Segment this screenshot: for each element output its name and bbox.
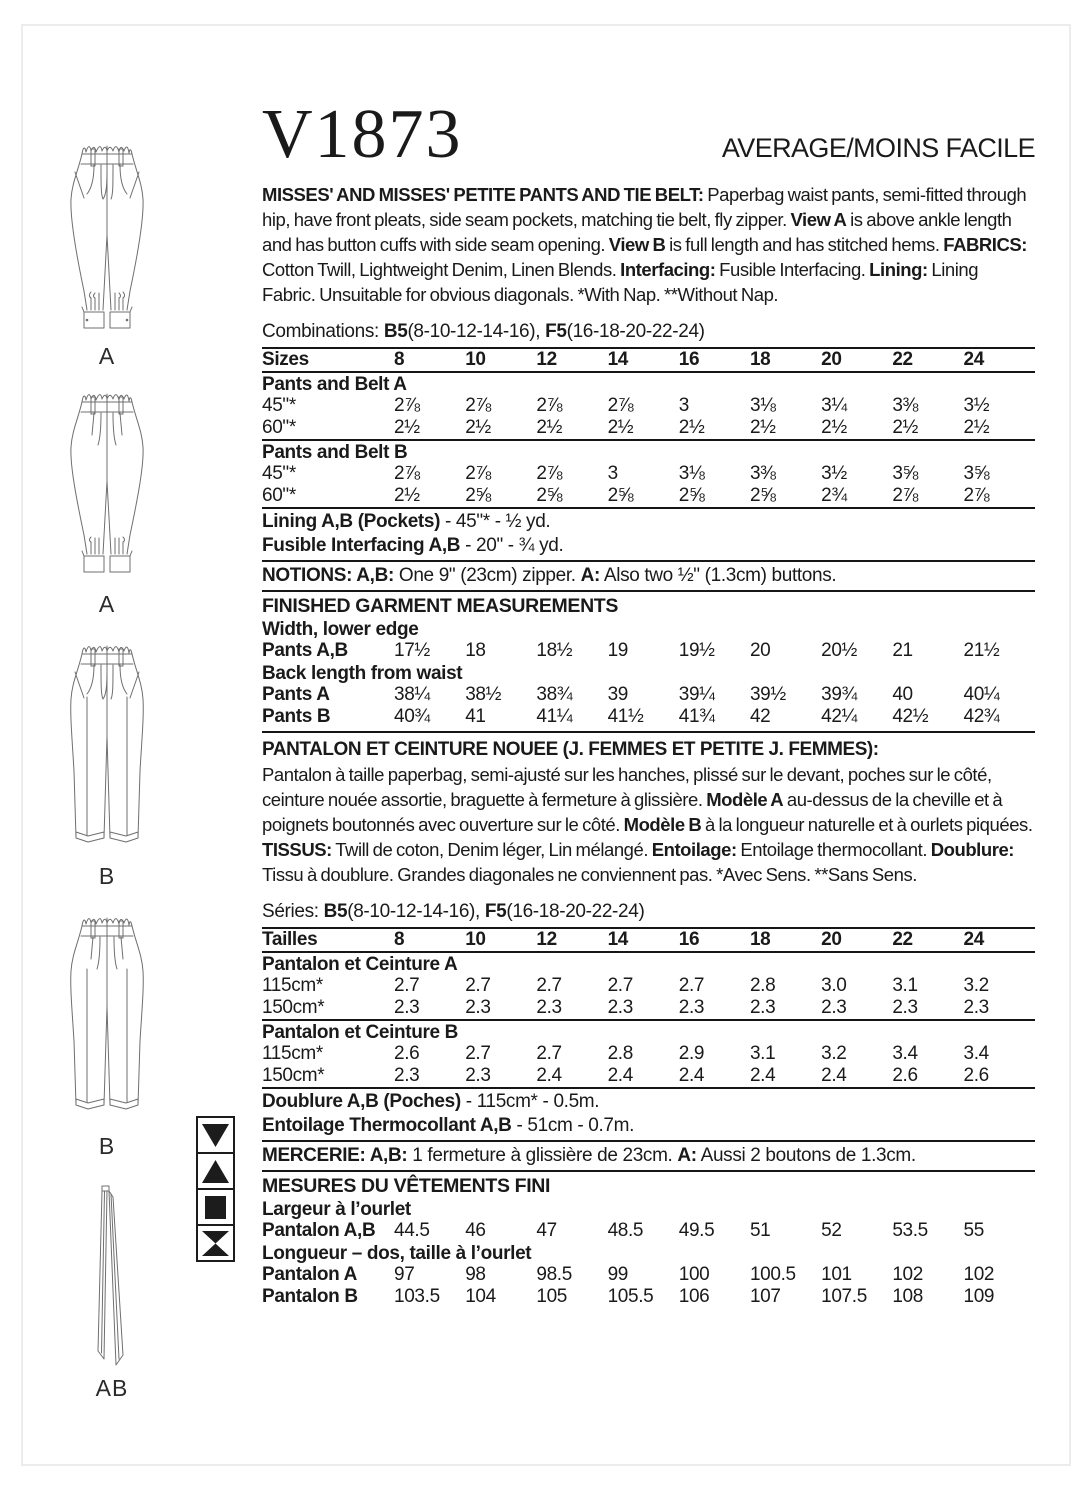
- finished-measurements-table-en: [262, 619, 1035, 728]
- row-label: Pants A: [262, 684, 330, 705]
- notions-line: [262, 564, 1035, 588]
- value-cell: 2.7: [607, 975, 633, 996]
- square-icon: [196, 1188, 235, 1226]
- value-cell: 3.4: [963, 1043, 989, 1064]
- row-label: 150cm*: [262, 1065, 325, 1086]
- triangle-up-icon: [196, 1152, 235, 1190]
- value-cell: 2⅞: [465, 395, 491, 416]
- value-cell: 102: [892, 1264, 923, 1285]
- value-cell: 12: [536, 929, 557, 950]
- text-run: Cotton Twill, Lightweight Denim, Linen Blends.: [262, 259, 621, 280]
- table-row: [262, 463, 1035, 485]
- value-cell: 8: [394, 929, 405, 950]
- value-cell: 103.5: [394, 1286, 440, 1307]
- value-cell: 2⅞: [465, 463, 491, 484]
- description-fr: [262, 762, 1035, 887]
- value-cell: 2½: [607, 417, 634, 438]
- view-a-back-label: A: [98, 591, 116, 617]
- value-cell: 107.5: [821, 1286, 867, 1307]
- text-run-bold: F5: [545, 321, 567, 342]
- value-cell: 3⅛: [749, 395, 776, 416]
- table-row: [262, 975, 1035, 997]
- value-cell: 3.1: [892, 975, 918, 996]
- value-cell: 21: [892, 640, 913, 661]
- value-cell: 46: [465, 1220, 486, 1241]
- text-run: au-dessus de la cheville et à poignets boutonnés avec ouverture sur le côté.: [262, 789, 1003, 835]
- value-cell: 22: [892, 929, 913, 950]
- text-run: Lining Fabric. Unsuitable for obvious diagonals. *With Nap. **Without Nap.: [262, 259, 979, 305]
- value-cell: 38¼: [394, 684, 430, 705]
- value-cell: 18: [749, 929, 771, 950]
- value-cell: 104: [465, 1286, 496, 1307]
- divider-rule: [262, 951, 1035, 953]
- view-b-back-illustration: [56, 913, 158, 1132]
- value-cell: 42¾: [963, 706, 1000, 727]
- text-run: Also two ½" (1.3cm) buttons.: [600, 565, 837, 586]
- text-run-bold: MISSES' AND MISSES' PETITE PANTS AND TIE BELT:: [262, 184, 704, 205]
- value-cell: 2.3: [465, 1065, 491, 1086]
- description-en: [262, 182, 1035, 307]
- value-cell: 18: [749, 349, 771, 370]
- value-cell: 105: [536, 1286, 568, 1307]
- value-cell: 108: [892, 1286, 923, 1307]
- row-label: 115cm*: [262, 1043, 323, 1064]
- value-cell: 3⅛: [678, 463, 705, 484]
- value-cell: 2.3: [892, 997, 918, 1018]
- value-cell: 101: [821, 1264, 852, 1285]
- value-cell: 52: [821, 1220, 842, 1241]
- value-cell: 2.4: [749, 1065, 776, 1086]
- value-cell: 106: [678, 1286, 710, 1307]
- table-section-title: Width, lower edge: [262, 619, 419, 640]
- row-label: 45"*: [262, 395, 296, 416]
- view-a-front-label: A: [98, 343, 116, 369]
- value-cell: 2.4: [678, 1065, 705, 1086]
- text-run: (8-10-12-14-16),: [407, 321, 546, 342]
- value-cell: 2.7: [536, 1043, 562, 1064]
- pattern-number: V1873: [262, 96, 463, 173]
- value-cell: 2½: [465, 417, 491, 438]
- value-cell: 17½: [394, 640, 430, 661]
- text-run-bold: A:: [580, 565, 600, 586]
- text-run-bold: Entoilage Thermocollant A,B: [262, 1115, 512, 1136]
- row-label: Pants A,B: [262, 640, 348, 661]
- divider-rule: [262, 507, 1035, 509]
- table-header-row: [262, 929, 1035, 951]
- table-row: [262, 485, 1035, 507]
- value-cell: 2.3: [465, 997, 491, 1018]
- text-run: (8-10-12-14-16),: [347, 901, 485, 922]
- value-cell: 107: [749, 1286, 781, 1307]
- value-cell: 47: [536, 1220, 557, 1241]
- value-cell: 2½: [394, 485, 420, 506]
- value-cell: 41¼: [536, 706, 573, 727]
- divider-rule: [262, 1140, 1035, 1142]
- value-cell: 2⅝: [536, 485, 563, 506]
- value-cell: 14: [607, 929, 628, 950]
- value-cell: 2.6: [892, 1065, 918, 1086]
- value-cell: 39½: [749, 684, 786, 705]
- value-cell: 98.5: [536, 1264, 572, 1285]
- value-cell: 38½: [465, 684, 502, 705]
- tie-belt-illustration: [92, 1183, 132, 1377]
- text-run: is full length and has stitched hems.: [665, 234, 944, 255]
- value-cell: 3½: [821, 463, 847, 484]
- text-run-bold: B5: [323, 901, 348, 922]
- difficulty-label: AVERAGE/MOINS FACILE: [721, 133, 1035, 163]
- row-label: 60"*: [262, 417, 296, 438]
- divider-rule: [262, 439, 1035, 441]
- mercerie-line: [262, 1144, 1035, 1168]
- value-cell: 2⅞: [536, 395, 563, 416]
- value-cell: 2.9: [678, 1043, 705, 1064]
- value-cell: 19½: [678, 640, 715, 661]
- divider-rule: [262, 731, 1035, 733]
- value-cell: 8: [394, 349, 405, 370]
- value-cell: 98: [465, 1264, 486, 1285]
- value-cell: 3.4: [892, 1043, 918, 1064]
- text-run-bold: Modèle B: [623, 814, 702, 835]
- value-cell: 97: [394, 1264, 415, 1285]
- value-cell: 40¾: [394, 706, 430, 727]
- value-cell: 49.5: [678, 1220, 715, 1241]
- value-cell: 2.3: [394, 997, 420, 1018]
- value-cell: 20: [749, 640, 771, 661]
- divider-rule: [262, 1019, 1035, 1021]
- divider-rule: [262, 560, 1035, 562]
- value-cell: 3⅜: [749, 463, 776, 484]
- divider-rule: [262, 1087, 1035, 1089]
- value-cell: 20: [821, 349, 842, 370]
- value-cell: 3½: [963, 395, 990, 416]
- value-cell: 2.4: [536, 1065, 562, 1086]
- value-cell: 2.7: [678, 975, 705, 996]
- text-run: 1 fermeture à glissière de 23cm.: [407, 1145, 678, 1166]
- doublure-note: [262, 1091, 1035, 1113]
- value-cell: 51: [749, 1220, 771, 1241]
- text-run-bold: Doublure A,B (Poches): [262, 1091, 461, 1112]
- value-cell: 38¾: [536, 684, 573, 705]
- value-cell: 2.3: [607, 997, 633, 1018]
- value-cell: 3.1: [749, 1043, 776, 1064]
- text-run: - 51cm - 0.7m.: [511, 1115, 635, 1136]
- value-cell: 18½: [536, 640, 573, 661]
- table-row: [262, 706, 1035, 728]
- text-run-bold: TISSUS:: [262, 839, 332, 860]
- text-run: Tissu à doublure. Grandes diagonales ne conviennent pas. *Avec Sens. **Sans Sens.: [262, 864, 917, 885]
- view-b-front-illustration: [56, 641, 158, 863]
- tie-belt-label: AB: [95, 1375, 129, 1401]
- value-cell: 12: [536, 349, 557, 370]
- main-content: [262, 96, 1035, 1308]
- value-cell: 3.2: [821, 1043, 847, 1064]
- table-row: [262, 684, 1035, 706]
- value-cell: 2.3: [678, 997, 705, 1018]
- text-run: - 45"* - ½ yd.: [440, 511, 551, 532]
- value-cell: 2.7: [394, 975, 420, 996]
- table-row: [262, 417, 1035, 439]
- value-cell: 18: [465, 640, 486, 661]
- triangle-down-icon: [196, 1116, 235, 1154]
- value-cell: 39¾: [821, 684, 858, 705]
- value-cell: 55: [963, 1220, 984, 1241]
- value-cell: 48.5: [607, 1220, 644, 1241]
- text-run: (16-18-20-22-24): [506, 901, 645, 922]
- table-section-title: Pantalon et Ceinture A: [262, 954, 458, 975]
- view-a-front-illustration: [56, 141, 158, 347]
- text-run-bold: Lining:: [869, 259, 928, 280]
- value-cell: 20: [821, 929, 842, 950]
- value-cell: 3⅜: [892, 395, 919, 416]
- text-run: is above ankle length and has button cuffs with side seam opening.: [262, 209, 1012, 255]
- value-cell: 10: [465, 929, 486, 950]
- table-section-title: Pants and Belt A: [262, 374, 407, 395]
- value-cell: 2.6: [394, 1043, 420, 1064]
- row-label: 45"*: [262, 463, 296, 484]
- row-label: Pantalon A,B: [262, 1220, 376, 1241]
- table-section-title: Pantalon et Ceinture B: [262, 1022, 459, 1043]
- value-cell: 2.8: [749, 975, 776, 996]
- value-cell: 2.8: [607, 1043, 633, 1064]
- value-cell: 41: [465, 706, 486, 727]
- value-cell: 2⅞: [394, 463, 420, 484]
- value-cell: 2⅝: [607, 485, 634, 506]
- row-label: 115cm*: [262, 975, 323, 996]
- value-cell: 2⅝: [465, 485, 491, 506]
- value-cell: 39¼: [678, 684, 715, 705]
- divider-rule: [262, 1170, 1035, 1172]
- value-cell: 2½: [536, 417, 563, 438]
- combinations-line: [262, 320, 1035, 343]
- text-run-bold: Entoilage:: [651, 839, 737, 860]
- finished-measurements-table-fr: [262, 1199, 1035, 1308]
- value-cell: 99: [607, 1264, 628, 1285]
- value-cell: 2.7: [536, 975, 562, 996]
- text-run: - 115cm* - 0.5m.: [460, 1091, 600, 1112]
- table-row: [262, 1043, 1035, 1065]
- value-cell: 2⅞: [963, 485, 990, 506]
- value-cell: 2⅞: [607, 395, 634, 416]
- value-cell: 42: [749, 706, 771, 727]
- value-cell: 42½: [892, 706, 929, 727]
- text-run: Combinations:: [262, 321, 384, 342]
- divider-rule: [262, 590, 1035, 592]
- value-cell: 2.6: [963, 1065, 989, 1086]
- finished-measurements-title-fr: MESURES DU VÊTEMENTS FINI: [262, 1175, 551, 1197]
- view-b-front-label: B: [98, 863, 116, 889]
- value-cell: 2⅝: [749, 485, 776, 506]
- description-fr-heading: [262, 737, 1035, 762]
- value-cell: 2½: [892, 417, 919, 438]
- table-row: [262, 395, 1035, 417]
- value-cell: 42¼: [821, 706, 858, 727]
- text-run: Séries:: [262, 901, 324, 922]
- text-run-bold: F5: [484, 901, 507, 922]
- table-row: [262, 1286, 1035, 1308]
- value-cell: 105.5: [607, 1286, 654, 1307]
- lining-note: [262, 511, 1035, 533]
- finished-measurements-title-en: FINISHED GARMENT MEASUREMENTS: [262, 595, 619, 617]
- value-cell: 2.3: [821, 997, 847, 1018]
- row-label: 60"*: [262, 485, 296, 506]
- value-cell: 2.3: [749, 997, 776, 1018]
- text-run-bold: Modèle A: [706, 789, 784, 810]
- text-run-bold: PANTALON ET CEINTURE NOUEE (J. FEMMES ET PETITE J. FEMMES):: [262, 739, 879, 760]
- value-cell: 2½: [749, 417, 776, 438]
- text-run: Paperbag waist pants, semi-fitted through hip, have front pleats, side seam pockets, matching tie belt, fly zipper.: [262, 184, 1027, 230]
- table-section-title: Longueur – dos, taille à l’ourlet: [262, 1243, 532, 1264]
- value-cell: 41¾: [678, 706, 715, 727]
- value-cell: 3.2: [963, 975, 989, 996]
- value-cell: 44.5: [394, 1220, 430, 1241]
- table-section-title: Largeur à l’ourlet: [262, 1199, 411, 1220]
- value-cell: 2.7: [465, 1043, 491, 1064]
- value-cell: 2.4: [821, 1065, 847, 1086]
- row-label: Pantalon A: [262, 1264, 358, 1285]
- value-cell: 2⅞: [394, 395, 420, 416]
- text-run-bold: Interfacing:: [620, 259, 716, 280]
- value-cell: 109: [963, 1286, 995, 1307]
- divider-rule: [262, 371, 1035, 373]
- table-row: [262, 1264, 1035, 1286]
- row-label: 150cm*: [262, 997, 325, 1018]
- row-label: Pants B: [262, 706, 331, 727]
- value-cell: 3.0: [821, 975, 847, 996]
- value-cell: 2¾: [821, 485, 847, 506]
- symbol-key-column: [196, 1116, 235, 1262]
- text-run: Pantalon à taille paperbag, semi-ajusté sur les hanches, plissé sur le devant, poches sur le côté, ceinture nouée assortie, braguette à fermeture à glissière.: [262, 764, 992, 810]
- value-cell: 39: [607, 684, 628, 705]
- text-run-bold: A:: [677, 1145, 697, 1166]
- value-cell: 21½: [963, 640, 1000, 661]
- yardage-table-en: [262, 349, 1035, 509]
- text-run: (16-18-20-22-24): [566, 321, 705, 342]
- table-section-title: Back length from waist: [262, 663, 463, 684]
- view-b-back-label: B: [98, 1133, 116, 1159]
- value-cell: 2⅞: [892, 485, 919, 506]
- text-run-bold: View A: [790, 209, 847, 230]
- text-run-bold: NOTIONS: A,B:: [262, 565, 394, 586]
- value-cell: 40¼: [963, 684, 1000, 705]
- value-cell: 41½: [607, 706, 644, 727]
- value-cell: 2.3: [536, 997, 562, 1018]
- hourglass-icon: [196, 1224, 235, 1262]
- row-label: Pantalon B: [262, 1286, 358, 1307]
- value-cell: 24: [963, 349, 984, 370]
- value-cell: 2⅝: [678, 485, 705, 506]
- value-cell: 3: [607, 463, 618, 484]
- text-run-bold: Fusible Interfacing A,B: [262, 535, 461, 556]
- row-label: Sizes: [262, 349, 309, 370]
- value-cell: 20½: [821, 640, 858, 661]
- value-cell: 2½: [963, 417, 990, 438]
- value-cell: 40: [892, 684, 913, 705]
- table-row: [262, 1065, 1035, 1087]
- value-cell: 3⅝: [963, 463, 990, 484]
- value-cell: 3: [678, 395, 689, 416]
- value-cell: 100.5: [749, 1264, 796, 1285]
- table-row: [262, 640, 1035, 662]
- value-cell: 22: [892, 349, 913, 370]
- value-cell: 2.4: [607, 1065, 633, 1086]
- value-cell: 16: [678, 929, 700, 950]
- value-cell: 16: [678, 349, 700, 370]
- text-run-bold: Doublure:: [930, 839, 1015, 860]
- value-cell: 14: [607, 349, 628, 370]
- value-cell: 24: [963, 929, 984, 950]
- text-run: Twill de coton, Denim léger, Lin mélangé.: [331, 839, 652, 860]
- value-cell: 2½: [821, 417, 847, 438]
- text-run: One 9" (23cm) zipper.: [393, 565, 581, 586]
- view-a-back-illustration: [57, 389, 157, 591]
- text-run-bold: View B: [608, 234, 666, 255]
- value-cell: 3⅝: [892, 463, 919, 484]
- text-run-bold: B5: [383, 321, 408, 342]
- text-run: - 20" - ¾ yd.: [460, 535, 564, 556]
- value-cell: 3¼: [821, 395, 847, 416]
- entoilage-note: [262, 1115, 1035, 1137]
- text-run: à la longueur naturelle et à ourlets piquées.: [701, 814, 1033, 835]
- value-cell: 2.7: [465, 975, 491, 996]
- value-cell: 2½: [394, 417, 420, 438]
- text-run: Aussi 2 boutons de 1.3cm.: [696, 1145, 916, 1166]
- table-row: [262, 1220, 1035, 1242]
- table-row: [262, 997, 1035, 1019]
- value-cell: 100: [678, 1264, 710, 1285]
- yardage-table-fr: [262, 929, 1035, 1089]
- value-cell: 19: [607, 640, 628, 661]
- row-label: Tailles: [262, 929, 318, 950]
- title-row: [262, 96, 1035, 173]
- value-cell: 102: [963, 1264, 995, 1285]
- interfacing-note: [262, 535, 1035, 557]
- table-section-title: Pants and Belt B: [262, 442, 408, 463]
- text-run-bold: Lining A,B (Pockets): [262, 511, 441, 532]
- value-cell: 2.3: [963, 997, 989, 1018]
- value-cell: 2½: [678, 417, 705, 438]
- text-run-bold: FABRICS:: [943, 234, 1027, 255]
- value-cell: 53.5: [892, 1220, 928, 1241]
- text-run-bold: MERCERIE: A,B:: [262, 1145, 408, 1166]
- value-cell: 2.3: [394, 1065, 420, 1086]
- value-cell: 10: [465, 349, 486, 370]
- value-cell: 2⅞: [536, 463, 563, 484]
- text-run: Fusible Interfacing.: [715, 259, 870, 280]
- text-run: Entoilage thermocollant.: [736, 839, 931, 860]
- series-line: [262, 900, 1035, 923]
- table-header-row: [262, 349, 1035, 371]
